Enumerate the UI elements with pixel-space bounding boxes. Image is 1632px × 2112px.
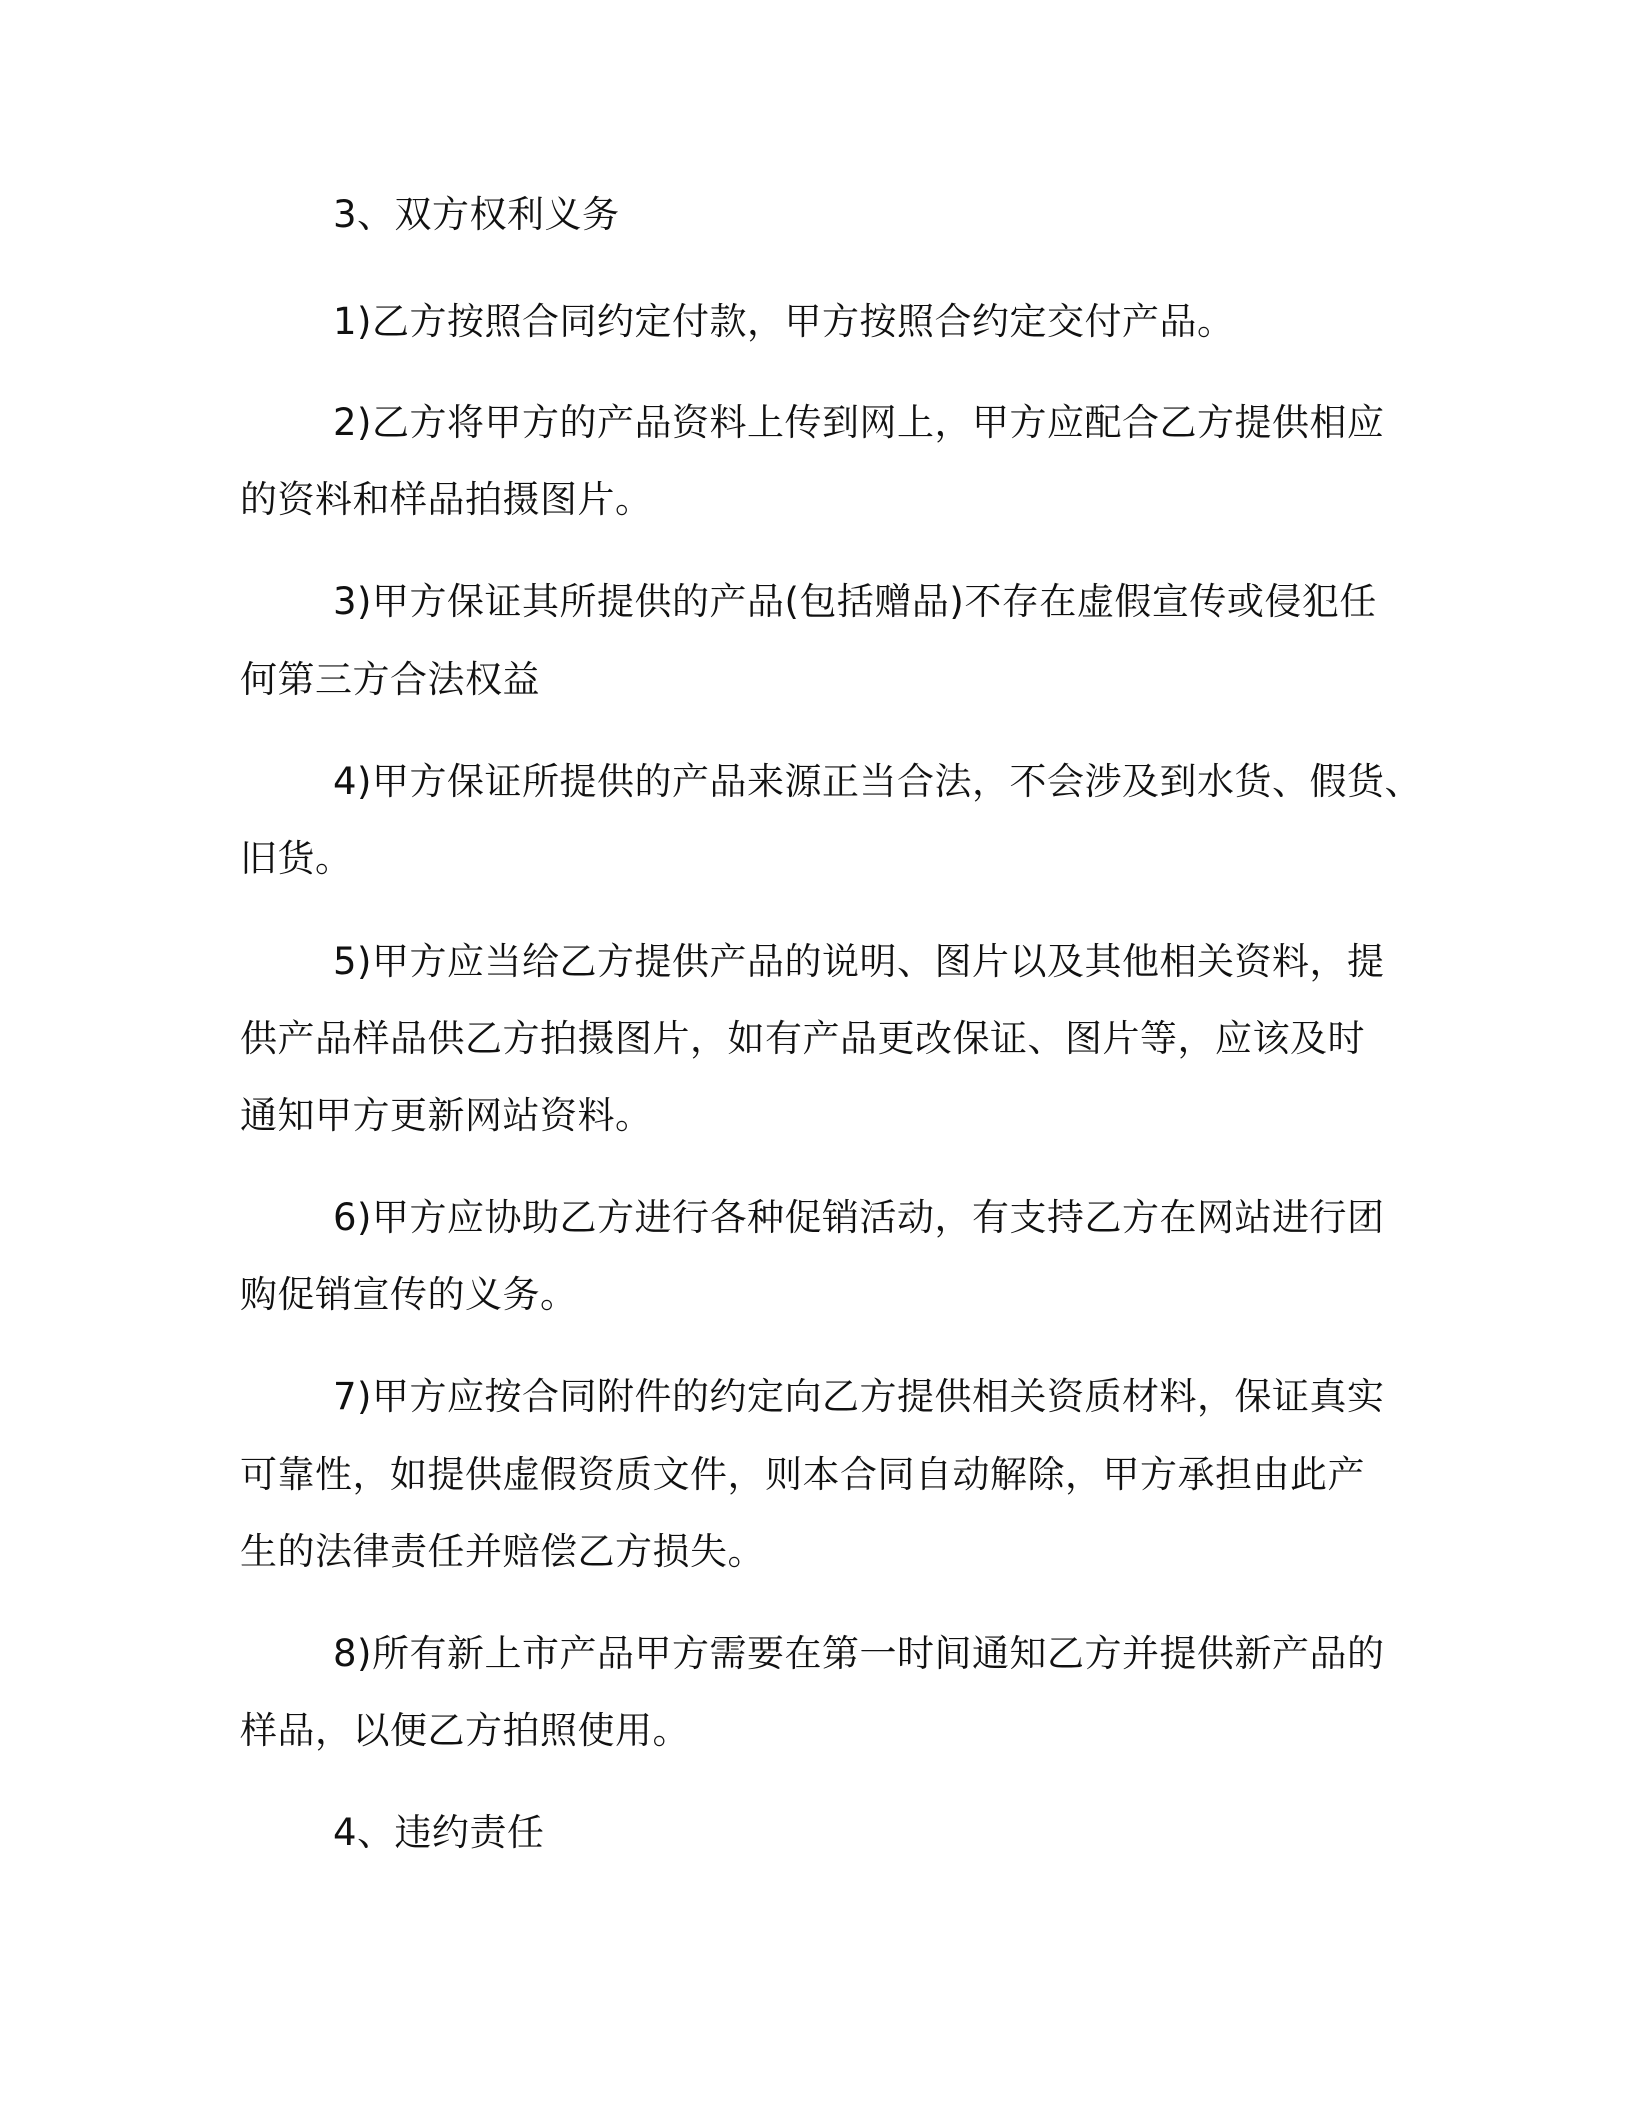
clause-3-line-2: 何第三方合法权益: [240, 658, 540, 701]
clause-8-line-2: 样品，以便乙方拍照使用。: [240, 1709, 690, 1752]
clause-4-line-1: 4)甲方保证所提供的产品来源正当合法，不会涉及到水货、假货、: [333, 760, 1422, 803]
clause-8-line-1: 8)所有新上市产品甲方需要在第一时间通知乙方并提供新产品的: [333, 1632, 1385, 1675]
clause-3-line-1: 3)甲方保证其所提供的产品(包括赠品)不存在虚假宣传或侵犯任: [333, 580, 1377, 623]
clause-7-line-2: 可靠性，如提供虚假资质文件，则本合同自动解除，甲方承担由此产: [240, 1453, 1365, 1496]
clause-1-line-1: 1)乙方按照合同约定付款，甲方按照合约定交付产品。: [333, 300, 1235, 343]
section-heading-breach-liability: 4、违约责任: [333, 1811, 545, 1854]
clause-2-line-2: 的资料和样品拍摄图片。: [240, 478, 653, 521]
clause-6-line-2: 购促销宣传的义务。: [240, 1273, 578, 1316]
clause-2-line-1: 2)乙方将甲方的产品资料上传到网上，甲方应配合乙方提供相应: [333, 401, 1385, 444]
clause-5-line-1: 5)甲方应当给乙方提供产品的说明、图片以及其他相关资料，提: [333, 940, 1385, 983]
clause-5-line-2: 供产品样品供乙方拍摄图片，如有产品更改保证、图片等，应该及时: [240, 1017, 1365, 1060]
clause-6-line-1: 6)甲方应协助乙方进行各种促销活动，有支持乙方在网站进行团: [333, 1196, 1385, 1239]
clause-7-line-3: 生的法律责任并赔偿乙方损失。: [240, 1530, 765, 1573]
clause-5-line-3: 通知甲方更新网站资料。: [240, 1094, 653, 1137]
section-heading-rights-obligations: 3、双方权利义务: [333, 193, 620, 236]
clause-7-line-1: 7)甲方应按合同附件的约定向乙方提供相关资质材料，保证真实: [333, 1375, 1385, 1418]
clause-4-line-2: 旧货。: [240, 837, 353, 880]
